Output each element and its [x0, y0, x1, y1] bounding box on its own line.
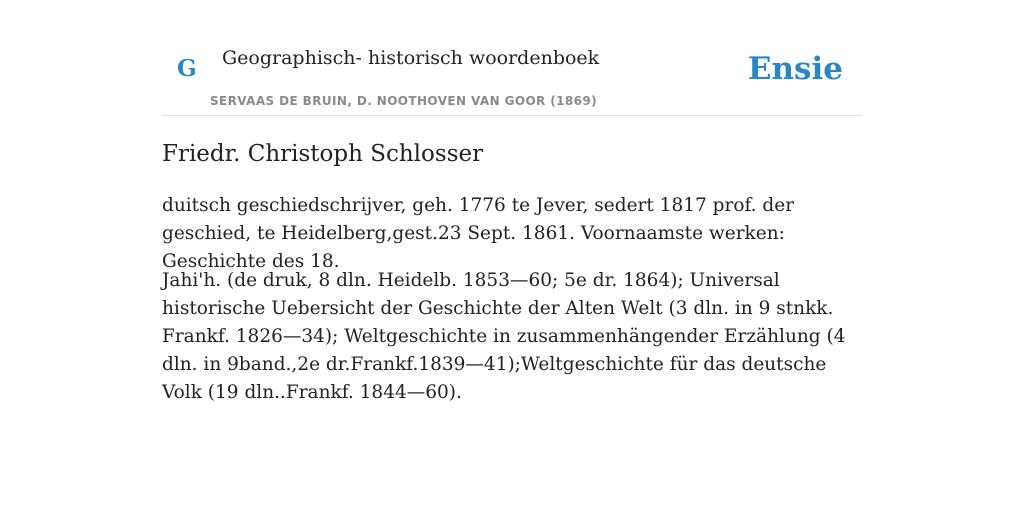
book-authors: SERVAAS DE BRUIN, D. NOOTHOVEN VAN GOOR (1869): [210, 94, 598, 108]
book-header: [162, 0, 862, 116]
brand-logo-link[interactable]: Ensie: [747, 51, 843, 87]
index-letter-link[interactable]: G: [177, 55, 197, 82]
page: [162, 0, 862, 403]
entry-paragraph: duitsch geschiedschrijver, geh. 1776 te Jever, sedert 1817 prof. der geschied, te Heidelberg,gest.23 Sept. 1861. Voornaamste werken: Geschichte des 18.: [162, 195, 795, 272]
book-title[interactable]: Geographisch- historisch woordenboek: [222, 47, 600, 69]
entry-title: Friedr. Christoph Schlosser: [162, 141, 484, 167]
entry-paragraph: Jahi'h. (de druk, 8 dln. Heidelb. 1853—60; 5e dr. 1864); Universal historische Uebersicht der Geschichte der Alten Welt (3 dln. in 9 stnkk. Frankf. 1826—34); Weltgeschichte in zusammenhängender Erzählung (4 dln. in 9band.,2e dr.Frankf.1839—41);Weltgeschichte für das deutsche Volk (19 dln..Frankf. 1844—60).: [162, 270, 846, 403]
